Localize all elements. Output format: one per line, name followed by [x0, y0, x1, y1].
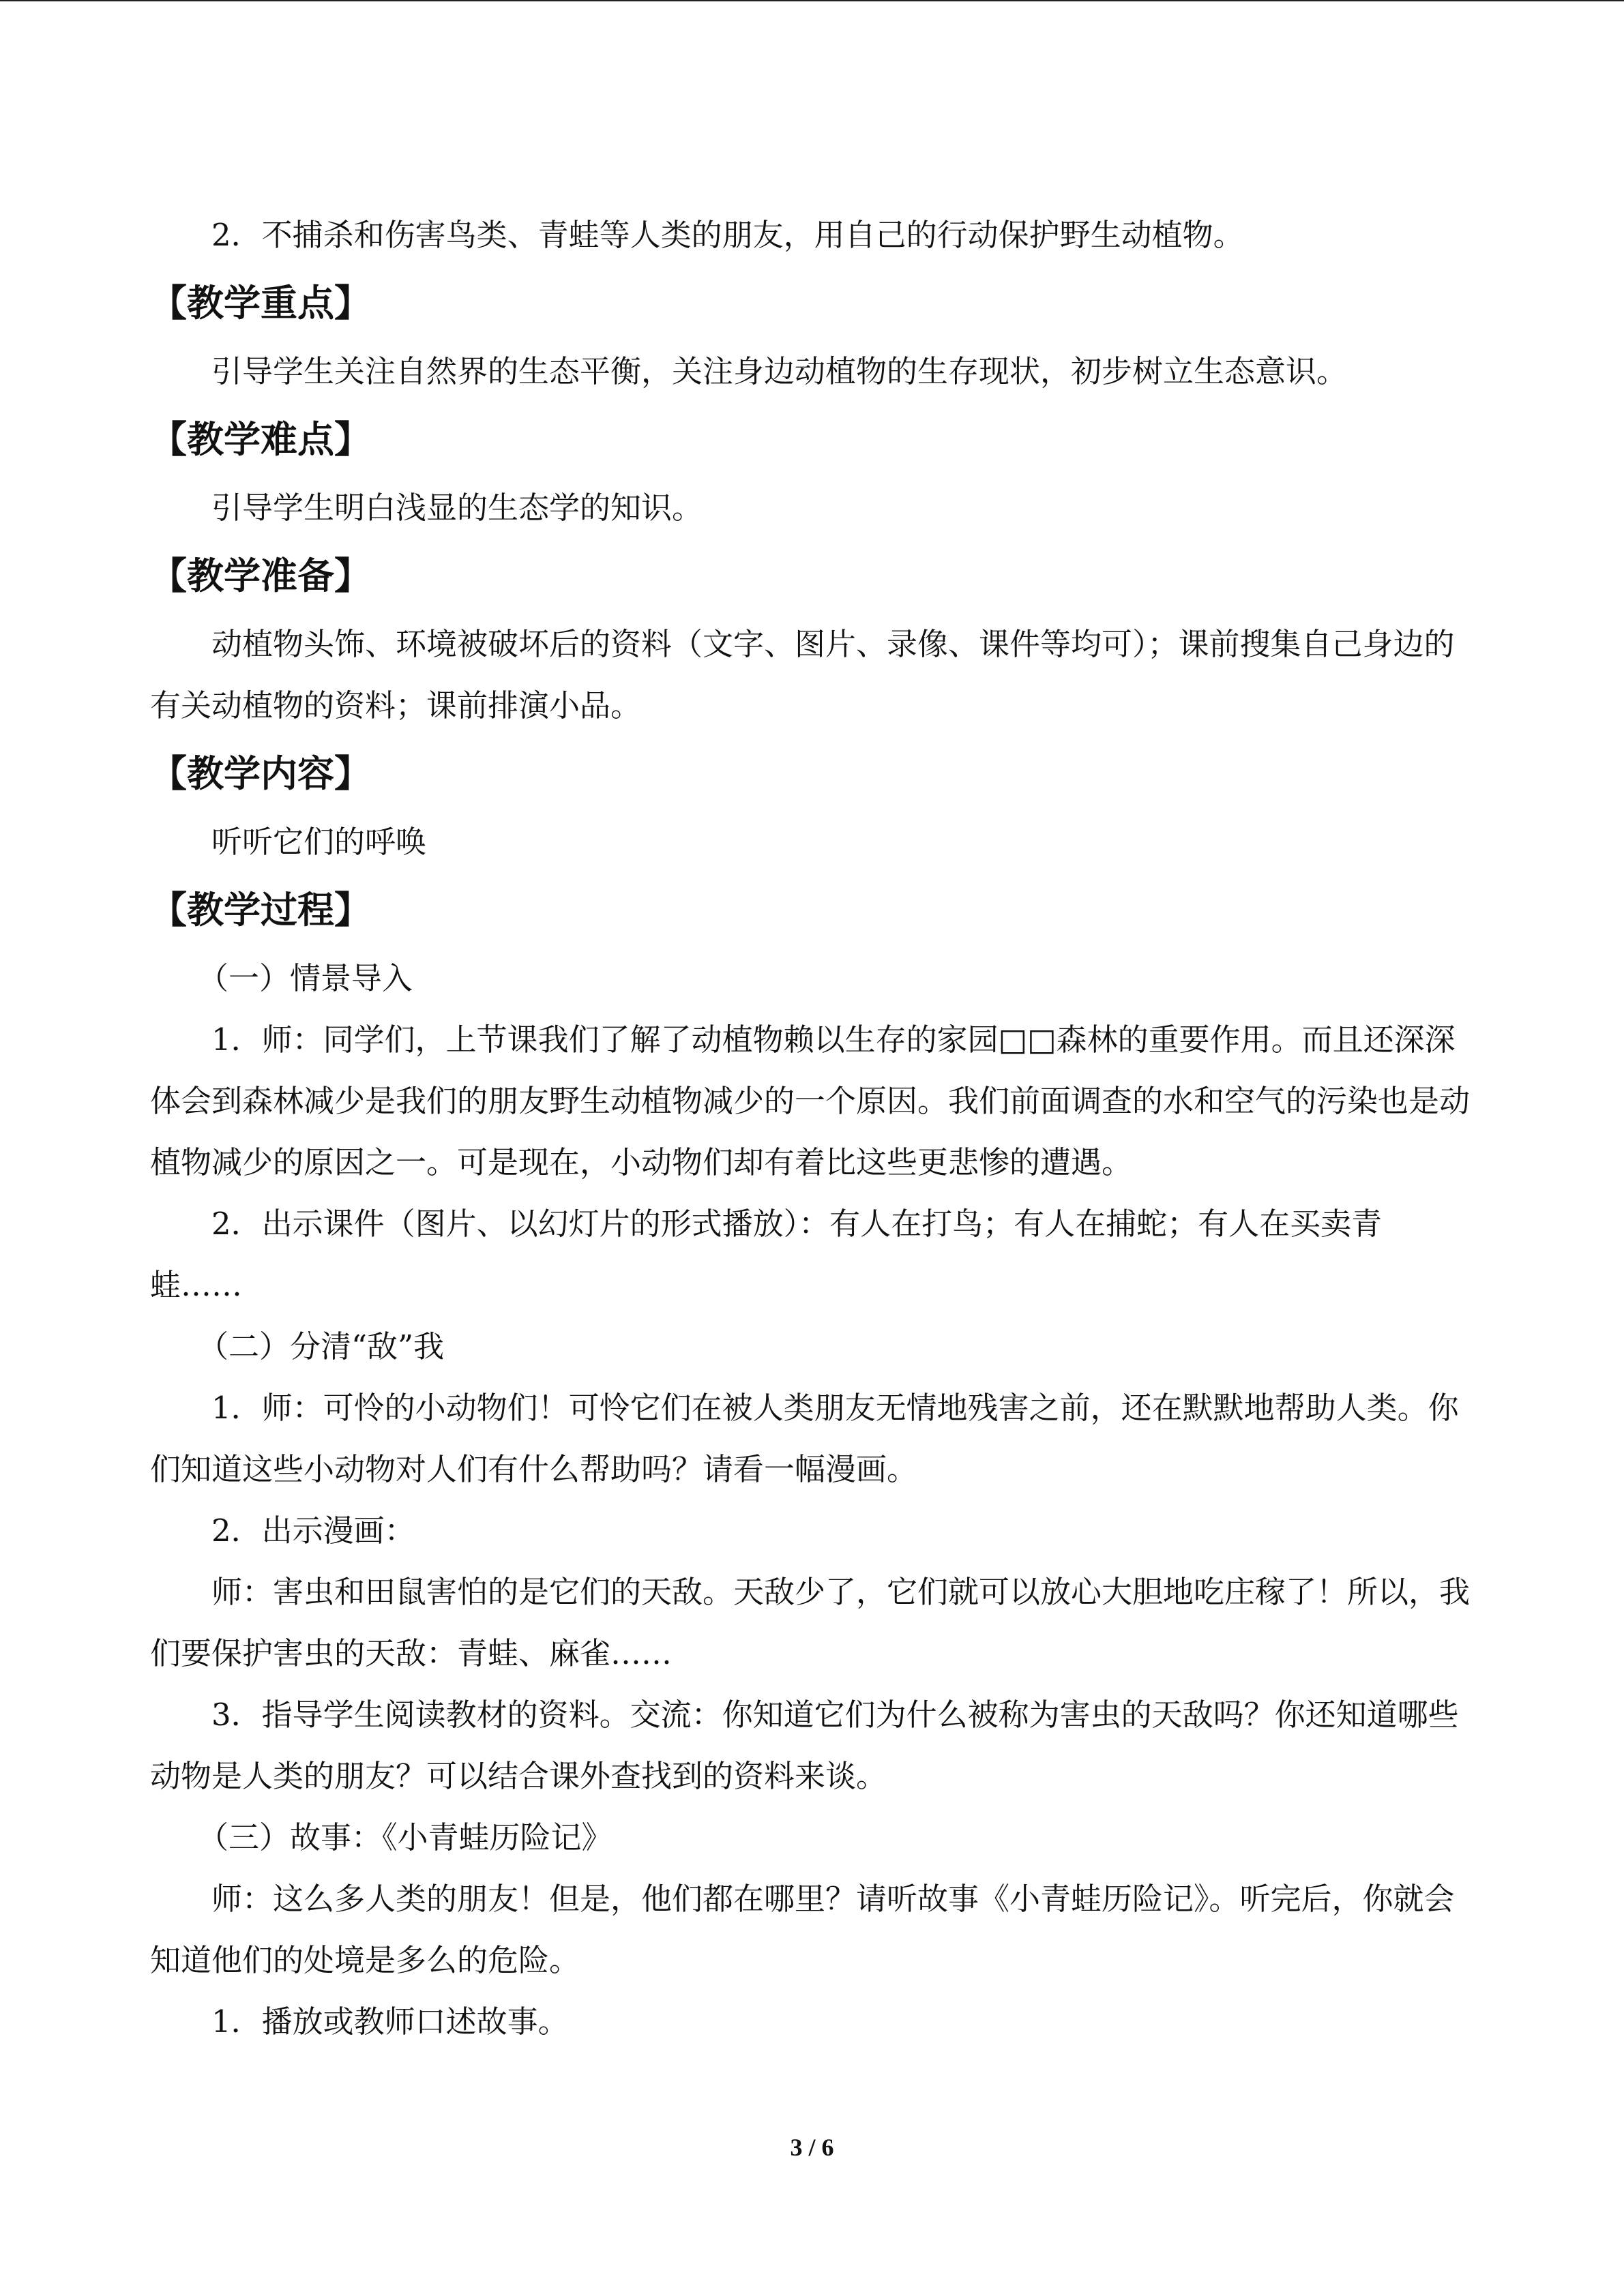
heading-content: 【教学内容】	[150, 752, 371, 795]
section-content	[150, 736, 1473, 873]
process-part1-p2: 2．出示课件（图片、以幻灯片的形式播放）：有人在打鸟；有人在捕蛇；有人在买卖青蛙……	[150, 1206, 1383, 1303]
page-top-border	[0, 0, 1624, 1]
content-text: 听听它们的呼唤	[211, 824, 427, 860]
process-part2-p1: 1．师：可怜的小动物们！可怜它们在被人类朋友无情地残害之前，还在默默地帮助人类。你们知道这些小动物对人们有什么帮助吗？请看一幅漫画。	[150, 1390, 1459, 1487]
process-part1-title: （一）情景导入	[198, 960, 413, 996]
preparation-text: 动植物头饰、环境被破坏后的资料（文字、图片、录像、课件等均可）；课前搜集自己身边的有关动植物的资料；课前排演小品。	[150, 626, 1455, 724]
process-part1-p1: 1．师：同学们，上节课我们了解了动植物赖以生存的家园□□森林的重要作用。而且还深深体会到森林减少是我们的朋友野生动植物减少的一个原因。我们前面调查的水和空气的污染也是动植物减少的原因之一。可是现在，小动物们却有着比这些更悲惨的遭遇。	[150, 1022, 1471, 1180]
process-part3-p2: 1．播放或教师口述故事。	[211, 2003, 569, 2040]
heading-difficulty: 【教学难点】	[150, 418, 371, 461]
document-body	[150, 205, 1473, 2053]
section-preparation	[150, 539, 1473, 736]
process-part2-p3: 师：害虫和田鼠害怕的是它们的天敌。天敌少了，它们就可以放心大胆地吃庄稼了！所以，我们要保护害虫的天敌：青蛙、麻雀……	[150, 1574, 1471, 1671]
section-difficulty	[150, 402, 1473, 539]
section-process	[150, 873, 1473, 2053]
key-point-text: 引导学生关注自然界的生态平衡，关注身边动植物的生存现状，初步树立生态意识。	[211, 353, 1348, 389]
heading-process: 【教学过程】	[150, 889, 371, 931]
heading-preparation: 【教学准备】	[150, 554, 371, 597]
page-number: 3 / 6	[790, 2134, 834, 2161]
process-part2-p4: 3．指导学生阅读教材的资料。交流：你知道它们为什么被称为害虫的天敌吗？你还知道哪些动物是人类的朋友？可以结合课外查找到的资料来谈。	[150, 1697, 1459, 1794]
process-part2-title: （二）分清“敌”我	[198, 1328, 445, 1365]
heading-key-point: 【教学重点】	[150, 282, 371, 325]
difficulty-text: 引导学生明白浅显的生态学的知识。	[211, 490, 703, 526]
process-part2-p2: 2．出示漫画：	[211, 1512, 415, 1549]
process-part3-title: （三）故事：《小青蛙历险记》	[198, 1819, 612, 1855]
section-key-point	[150, 266, 1473, 402]
goal-item-2: 2．不捕杀和伤害鸟类、青蛙等人类的朋友，用自己的行动保护野生动植物。	[211, 217, 1244, 253]
process-part3-p1: 师：这么多人类的朋友！但是，他们都在哪里？请听故事《小青蛙历险记》。听完后，你就会知道他们的处境是多么的危险。	[150, 1881, 1455, 1978]
